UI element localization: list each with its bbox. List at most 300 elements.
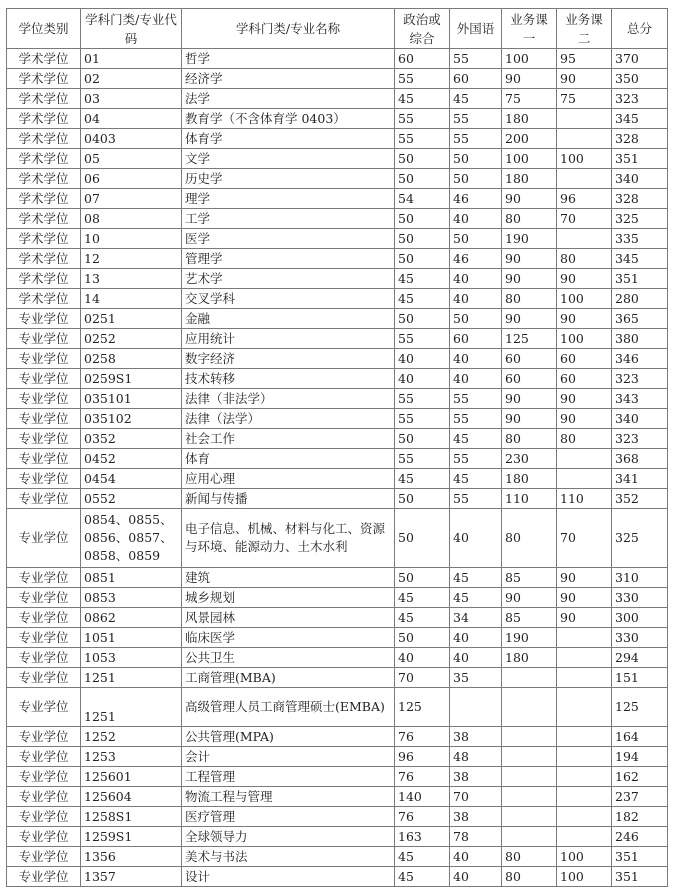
- cell-foreign-language: 45: [450, 469, 502, 489]
- cell-total: 125: [612, 688, 668, 727]
- table-row: [7, 608, 668, 628]
- cell-course-1: 80: [502, 209, 557, 229]
- cell-degree-type: 专业学位: [7, 827, 81, 847]
- cell-course-1: [502, 668, 557, 688]
- cell-foreign-language: 40: [450, 269, 502, 289]
- table-row: [7, 149, 668, 169]
- cell-total: 280: [612, 289, 668, 309]
- cell-total: 325: [612, 209, 668, 229]
- cell-name: 工程管理: [182, 767, 395, 787]
- cell-foreign-language: 78: [450, 827, 502, 847]
- cell-course-1: 90: [502, 309, 557, 329]
- cell-total: 343: [612, 389, 668, 409]
- cell-foreign-language: 40: [450, 209, 502, 229]
- cell-name: 管理学: [182, 249, 395, 269]
- cell-foreign-language: 38: [450, 727, 502, 747]
- cell-foreign-language: 45: [450, 588, 502, 608]
- cell-name: 技术转移: [182, 369, 395, 389]
- cell-course-1: 200: [502, 129, 557, 149]
- cell-foreign-language: 60: [450, 329, 502, 349]
- cell-politics: 40: [395, 369, 450, 389]
- cell-total: 323: [612, 429, 668, 449]
- cell-name: 经济学: [182, 69, 395, 89]
- cell-course-2: 110: [557, 489, 612, 509]
- cell-course-2: 96: [557, 189, 612, 209]
- cell-degree-type: 学术学位: [7, 109, 81, 129]
- table-row: [7, 229, 668, 249]
- cell-name: 高级管理人员工商管理硕士(EMBA): [182, 688, 395, 727]
- cell-course-2: [557, 787, 612, 807]
- cell-foreign-language: 48: [450, 747, 502, 767]
- cell-foreign-language: 40: [450, 628, 502, 648]
- cell-total: 164: [612, 727, 668, 747]
- cell-politics: 50: [395, 169, 450, 189]
- cell-course-1: 125: [502, 329, 557, 349]
- cell-code: 125601: [81, 767, 182, 787]
- header-course-2: 业务课二: [557, 9, 612, 49]
- cell-foreign-language: 45: [450, 429, 502, 449]
- cell-name: 新闻与传播: [182, 489, 395, 509]
- cell-degree-type: 专业学位: [7, 489, 81, 509]
- cell-course-1: 90: [502, 389, 557, 409]
- cell-politics: 45: [395, 269, 450, 289]
- cell-course-2: [557, 767, 612, 787]
- cell-politics: 60: [395, 49, 450, 69]
- cell-foreign-language: 40: [450, 509, 502, 568]
- cell-course-1: 85: [502, 568, 557, 588]
- cell-foreign-language: 38: [450, 767, 502, 787]
- cell-course-1: 85: [502, 608, 557, 628]
- cell-total: 340: [612, 169, 668, 189]
- cell-name: 法学: [182, 89, 395, 109]
- cell-total: 310: [612, 568, 668, 588]
- cell-degree-type: 专业学位: [7, 329, 81, 349]
- cell-course-1: 190: [502, 628, 557, 648]
- table-row: [7, 269, 668, 289]
- cell-name: 城乡规划: [182, 588, 395, 608]
- cell-foreign-language: 70: [450, 787, 502, 807]
- cell-course-2: 80: [557, 249, 612, 269]
- cell-degree-type: 专业学位: [7, 309, 81, 329]
- cell-degree-type: 专业学位: [7, 369, 81, 389]
- cell-degree-type: 专业学位: [7, 847, 81, 867]
- cell-course-1: [502, 827, 557, 847]
- cell-degree-type: 专业学位: [7, 628, 81, 648]
- cell-code: 0854、0855、0856、0857、0858、0859: [81, 509, 182, 568]
- cell-code: 1253: [81, 747, 182, 767]
- cell-name: 临床医学: [182, 628, 395, 648]
- cell-politics: 45: [395, 608, 450, 628]
- cell-course-1: 60: [502, 369, 557, 389]
- header-degree-type: 学位类别: [7, 9, 81, 49]
- table-row: [7, 409, 668, 429]
- cell-course-2: 90: [557, 568, 612, 588]
- cell-code: 13: [81, 269, 182, 289]
- cell-total: 345: [612, 249, 668, 269]
- cell-code: 0862: [81, 608, 182, 628]
- cell-name: 法律（法学）: [182, 409, 395, 429]
- header-code: 学科门类/专业代码: [81, 9, 182, 49]
- cell-politics: 76: [395, 767, 450, 787]
- cell-total: 246: [612, 827, 668, 847]
- cell-politics: 45: [395, 89, 450, 109]
- cell-degree-type: 学术学位: [7, 229, 81, 249]
- table-row: [7, 389, 668, 409]
- table-row: [7, 369, 668, 389]
- cell-course-2: 100: [557, 867, 612, 887]
- cell-politics: 50: [395, 309, 450, 329]
- cell-degree-type: 专业学位: [7, 807, 81, 827]
- cell-name: 应用统计: [182, 329, 395, 349]
- cell-total: 370: [612, 49, 668, 69]
- cell-course-1: 80: [502, 847, 557, 867]
- cell-code: 0452: [81, 449, 182, 469]
- cell-course-1: 180: [502, 469, 557, 489]
- table-row: [7, 189, 668, 209]
- table-row: [7, 747, 668, 767]
- cell-course-2: [557, 229, 612, 249]
- cell-degree-type: 专业学位: [7, 608, 81, 628]
- cell-total: 341: [612, 469, 668, 489]
- table-row: [7, 89, 668, 109]
- cell-degree-type: 专业学位: [7, 867, 81, 887]
- cell-name: 艺术学: [182, 269, 395, 289]
- cell-degree-type: 学术学位: [7, 169, 81, 189]
- cell-politics: 55: [395, 129, 450, 149]
- cell-politics: 50: [395, 429, 450, 449]
- cell-total: 350: [612, 69, 668, 89]
- table-row: [7, 867, 668, 887]
- cell-course-1: 100: [502, 149, 557, 169]
- cell-degree-type: 学术学位: [7, 49, 81, 69]
- cell-total: 323: [612, 369, 668, 389]
- cell-politics: 45: [395, 469, 450, 489]
- cell-foreign-language: 55: [450, 109, 502, 129]
- cell-course-1: [502, 747, 557, 767]
- cell-course-2: 90: [557, 309, 612, 329]
- cell-politics: 96: [395, 747, 450, 767]
- cell-politics: 45: [395, 867, 450, 887]
- cell-politics: 40: [395, 648, 450, 668]
- cell-politics: 50: [395, 249, 450, 269]
- cell-course-1: 80: [502, 429, 557, 449]
- cell-degree-type: 专业学位: [7, 688, 81, 727]
- cell-name: 历史学: [182, 169, 395, 189]
- table-row: [7, 69, 668, 89]
- cell-code: 07: [81, 189, 182, 209]
- cell-degree-type: 学术学位: [7, 289, 81, 309]
- cell-foreign-language: 55: [450, 49, 502, 69]
- cell-course-1: 90: [502, 249, 557, 269]
- cell-degree-type: 专业学位: [7, 588, 81, 608]
- cell-code: 0403: [81, 129, 182, 149]
- cell-course-2: [557, 648, 612, 668]
- cell-name: 法律（非法学）: [182, 389, 395, 409]
- cell-course-2: [557, 747, 612, 767]
- cell-politics: 50: [395, 209, 450, 229]
- cell-course-2: 90: [557, 69, 612, 89]
- cell-course-1: [502, 807, 557, 827]
- cell-code: 1251: [81, 688, 182, 727]
- table-row: [7, 509, 668, 568]
- cell-code: 0258: [81, 349, 182, 369]
- cell-name: 全球领导力: [182, 827, 395, 847]
- cell-politics: 55: [395, 409, 450, 429]
- cell-course-2: [557, 807, 612, 827]
- cell-name: 物流工程与管理: [182, 787, 395, 807]
- cell-code: 08: [81, 209, 182, 229]
- cell-degree-type: 专业学位: [7, 389, 81, 409]
- cell-name: 教育学（不含体育学 0403）: [182, 109, 395, 129]
- cell-course-1: 90: [502, 189, 557, 209]
- cell-total: 182: [612, 807, 668, 827]
- cell-code: 0851: [81, 568, 182, 588]
- header-row: [7, 9, 668, 49]
- cell-course-1: 180: [502, 109, 557, 129]
- cell-name: 工学: [182, 209, 395, 229]
- cell-total: 330: [612, 628, 668, 648]
- cell-course-2: 95: [557, 49, 612, 69]
- table-row: [7, 349, 668, 369]
- cell-politics: 50: [395, 509, 450, 568]
- header-total: 总分: [612, 9, 668, 49]
- cell-course-2: 60: [557, 349, 612, 369]
- cell-total: 365: [612, 309, 668, 329]
- table-row: [7, 309, 668, 329]
- cell-course-2: 100: [557, 289, 612, 309]
- cell-foreign-language: 40: [450, 289, 502, 309]
- cell-code: 0853: [81, 588, 182, 608]
- cell-total: 323: [612, 89, 668, 109]
- cell-total: 151: [612, 668, 668, 688]
- cell-course-2: [557, 469, 612, 489]
- cell-code: 14: [81, 289, 182, 309]
- cell-politics: 50: [395, 568, 450, 588]
- cell-name: 数字经济: [182, 349, 395, 369]
- table-body: [7, 49, 668, 887]
- cell-course-2: 80: [557, 429, 612, 449]
- cell-degree-type: 专业学位: [7, 409, 81, 429]
- cell-degree-type: 专业学位: [7, 767, 81, 787]
- cell-course-2: [557, 688, 612, 727]
- cell-name: 建筑: [182, 568, 395, 588]
- cell-course-1: 230: [502, 449, 557, 469]
- cell-total: 351: [612, 269, 668, 289]
- cell-total: 351: [612, 847, 668, 867]
- cell-total: 328: [612, 129, 668, 149]
- cell-total: 162: [612, 767, 668, 787]
- cell-course-1: 190: [502, 229, 557, 249]
- cell-course-1: [502, 727, 557, 747]
- cell-course-2: 70: [557, 209, 612, 229]
- cell-foreign-language: 40: [450, 369, 502, 389]
- cell-code: 12: [81, 249, 182, 269]
- cell-course-2: 90: [557, 389, 612, 409]
- cell-course-1: 90: [502, 588, 557, 608]
- cell-degree-type: 学术学位: [7, 269, 81, 289]
- cell-politics: 76: [395, 727, 450, 747]
- cell-foreign-language: 55: [450, 409, 502, 429]
- table-row: [7, 727, 668, 747]
- cell-course-2: 90: [557, 409, 612, 429]
- cell-degree-type: 专业学位: [7, 648, 81, 668]
- table-row: [7, 429, 668, 449]
- cell-politics: 50: [395, 489, 450, 509]
- cell-course-2: [557, 109, 612, 129]
- cell-foreign-language: 55: [450, 489, 502, 509]
- cell-degree-type: 学术学位: [7, 209, 81, 229]
- cell-course-1: [502, 767, 557, 787]
- cell-code: 0252: [81, 329, 182, 349]
- table-row: [7, 767, 668, 787]
- cell-course-2: 90: [557, 608, 612, 628]
- cell-course-2: 90: [557, 269, 612, 289]
- cell-course-1: 80: [502, 509, 557, 568]
- cell-total: 340: [612, 409, 668, 429]
- cell-course-2: 100: [557, 329, 612, 349]
- cell-degree-type: 学术学位: [7, 89, 81, 109]
- cell-degree-type: 专业学位: [7, 787, 81, 807]
- table-row: [7, 209, 668, 229]
- table-row: [7, 668, 668, 688]
- cell-politics: 50: [395, 149, 450, 169]
- cell-course-2: 100: [557, 847, 612, 867]
- cell-code: 125604: [81, 787, 182, 807]
- cell-code: 02: [81, 69, 182, 89]
- cell-name: 理学: [182, 189, 395, 209]
- cell-course-1: [502, 787, 557, 807]
- table-row: [7, 49, 668, 69]
- cell-code: 03: [81, 89, 182, 109]
- cell-course-2: 75: [557, 89, 612, 109]
- cell-foreign-language: 40: [450, 349, 502, 369]
- cell-total: 328: [612, 189, 668, 209]
- table-row: [7, 787, 668, 807]
- score-table: [6, 8, 668, 887]
- table-row: [7, 847, 668, 867]
- table-row: [7, 688, 668, 727]
- cell-degree-type: 专业学位: [7, 349, 81, 369]
- table-row: [7, 568, 668, 588]
- cell-name: 工商管理(MBA): [182, 668, 395, 688]
- cell-code: 0259S1: [81, 369, 182, 389]
- cell-course-1: 90: [502, 269, 557, 289]
- cell-foreign-language: 55: [450, 389, 502, 409]
- cell-foreign-language: 50: [450, 169, 502, 189]
- cell-total: 237: [612, 787, 668, 807]
- cell-course-1: [502, 688, 557, 727]
- table-row: [7, 628, 668, 648]
- table-row: [7, 827, 668, 847]
- cell-degree-type: 学术学位: [7, 149, 81, 169]
- cell-degree-type: 专业学位: [7, 469, 81, 489]
- cell-politics: 40: [395, 349, 450, 369]
- cell-name: 风景园林: [182, 608, 395, 628]
- cell-course-1: 60: [502, 349, 557, 369]
- cell-course-1: 100: [502, 49, 557, 69]
- cell-total: 300: [612, 608, 668, 628]
- cell-degree-type: 学术学位: [7, 249, 81, 269]
- cell-degree-type: 专业学位: [7, 449, 81, 469]
- cell-politics: 55: [395, 69, 450, 89]
- table-row: [7, 469, 668, 489]
- table-row: [7, 329, 668, 349]
- cell-name: 交叉学科: [182, 289, 395, 309]
- cell-code: 1259S1: [81, 827, 182, 847]
- cell-course-1: 110: [502, 489, 557, 509]
- cell-course-2: 60: [557, 369, 612, 389]
- cell-foreign-language: 50: [450, 229, 502, 249]
- cell-foreign-language: [450, 688, 502, 727]
- table-row: [7, 109, 668, 129]
- header-course-1: 业务课一: [502, 9, 557, 49]
- cell-code: 1258S1: [81, 807, 182, 827]
- cell-politics: 55: [395, 329, 450, 349]
- cell-course-1: 180: [502, 169, 557, 189]
- cell-code: 0454: [81, 469, 182, 489]
- cell-course-2: [557, 628, 612, 648]
- cell-name: 哲学: [182, 49, 395, 69]
- cell-name: 体育: [182, 449, 395, 469]
- cell-foreign-language: 40: [450, 867, 502, 887]
- cell-foreign-language: 55: [450, 449, 502, 469]
- cell-total: 352: [612, 489, 668, 509]
- cell-name: 体育学: [182, 129, 395, 149]
- cell-course-2: [557, 129, 612, 149]
- cell-code: 10: [81, 229, 182, 249]
- cell-course-1: 75: [502, 89, 557, 109]
- cell-code: 1053: [81, 648, 182, 668]
- cell-name: 金融: [182, 309, 395, 329]
- cell-total: 351: [612, 867, 668, 887]
- cell-total: 345: [612, 109, 668, 129]
- table-row: [7, 449, 668, 469]
- cell-total: 194: [612, 747, 668, 767]
- cell-total: 294: [612, 648, 668, 668]
- cell-code: 035101: [81, 389, 182, 409]
- cell-code: 04: [81, 109, 182, 129]
- cell-course-2: [557, 668, 612, 688]
- cell-politics: 163: [395, 827, 450, 847]
- cell-name: 会计: [182, 747, 395, 767]
- cell-name: 应用心理: [182, 469, 395, 489]
- cell-foreign-language: 45: [450, 89, 502, 109]
- cell-code: 1051: [81, 628, 182, 648]
- cell-code: 0552: [81, 489, 182, 509]
- cell-total: 330: [612, 588, 668, 608]
- cell-foreign-language: 46: [450, 249, 502, 269]
- table-row: [7, 169, 668, 189]
- cell-foreign-language: 40: [450, 648, 502, 668]
- table-row: [7, 129, 668, 149]
- cell-politics: 70: [395, 668, 450, 688]
- cell-politics: 55: [395, 449, 450, 469]
- cell-name: 医学: [182, 229, 395, 249]
- cell-degree-type: 专业学位: [7, 429, 81, 449]
- cell-degree-type: 专业学位: [7, 747, 81, 767]
- table-row: [7, 807, 668, 827]
- cell-total: 380: [612, 329, 668, 349]
- cell-course-2: 90: [557, 588, 612, 608]
- cell-code: 1357: [81, 867, 182, 887]
- cell-foreign-language: 50: [450, 309, 502, 329]
- cell-course-2: [557, 449, 612, 469]
- cell-course-2: [557, 827, 612, 847]
- cell-foreign-language: 38: [450, 807, 502, 827]
- cell-degree-type: 学术学位: [7, 189, 81, 209]
- cell-foreign-language: 55: [450, 129, 502, 149]
- cell-course-1: 180: [502, 648, 557, 668]
